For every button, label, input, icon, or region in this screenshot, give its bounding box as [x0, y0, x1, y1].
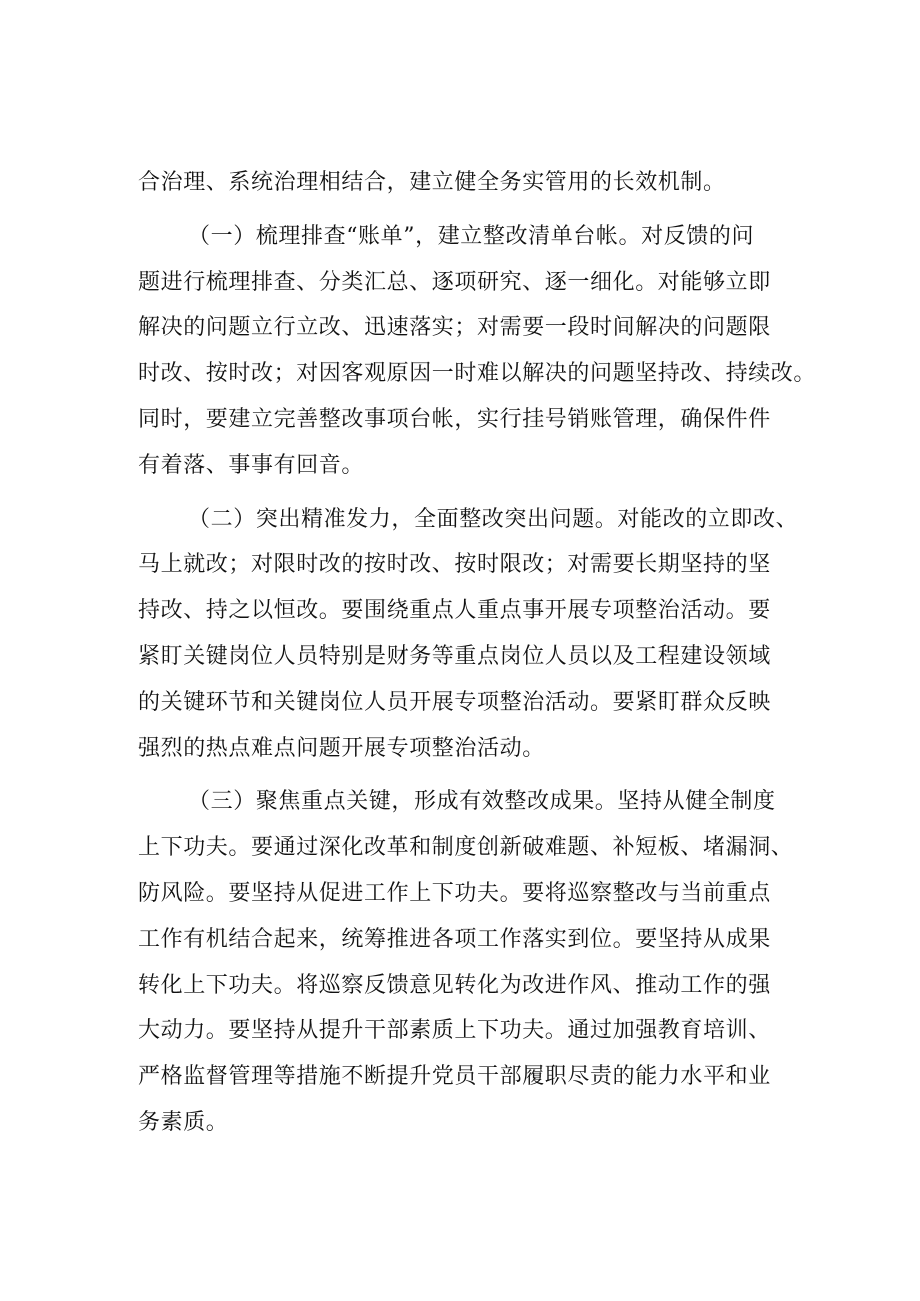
text-line: 防风险。要坚持从促进工作上下功夫。要将巡察整改与当前重点: [138, 880, 771, 906]
text-line: 合治理、系统治理相结合，建立健全务实管用的长效机制。: [138, 170, 726, 195]
text-line: 工作有机结合起来，统筹推进各项工作落实到位。要坚持从成果: [138, 926, 771, 952]
text-line: 同时，要建立完善整改事项台帐，实行挂号销账管理，确保件件: [138, 406, 771, 432]
text-line: 时改、按时改；对因客观原因一时难以解决的问题坚持改、持续改。: [138, 361, 817, 387]
text-line: 持改、持之以恒改。要围绕重点人重点事开展专项整治活动。要: [138, 598, 771, 624]
text-line: 务素质。: [138, 1109, 229, 1135]
paragraph-section-1: [138, 214, 817, 489]
text-line: （二）突出精准发力，全面整改突出问题。对能改的立即改、: [188, 506, 799, 532]
text-line: 题进行梳理排查、分类汇总、逐项研究、逐一细化。对能够立即: [138, 269, 771, 295]
text-line: 强烈的热点难点问题开展专项整治活动。: [138, 735, 545, 761]
text-line: 转化上下功夫。将巡察反馈意见转化为改进作风、推动工作的强: [138, 972, 771, 998]
text-line: （三）聚焦重点关键，形成有效整改成果。坚持从健全制度: [188, 789, 776, 815]
text-line: 有着落、事事有回音。: [138, 452, 365, 478]
text-line: 上下功夫。要通过深化改革和制度创新破难题、补短板、堵漏洞、: [138, 835, 794, 861]
text-line: 解决的问题立行立改、迅速落实；对需要一段时间解决的问题限: [138, 315, 771, 341]
text-line: 的关键环节和关键岗位人员开展专项整治活动。要紧盯群众反映: [138, 689, 771, 715]
paragraph-intro: [138, 160, 788, 206]
paragraph-section-3: [138, 779, 794, 1145]
document-body: [138, 160, 817, 1146]
text-line: 马上就改；对限时改的按时改、按时限改；对需要长期坚持的坚: [138, 552, 771, 578]
text-line: （一）梳理排查“账单”，建立整改清单台帐。对反馈的问: [188, 223, 755, 249]
paragraph-section-2: [138, 497, 799, 772]
text-line: 严格监督管理等措施不断提升党员干部履职尽责的能力水平和业: [138, 1064, 771, 1090]
text-line: 紧盯关键岗位人员特别是财务等重点岗位人员以及工程建设领域: [138, 643, 771, 669]
text-line: 大动力。要坚持从提升干部素质上下功夫。通过加强教育培训、: [138, 1018, 771, 1044]
